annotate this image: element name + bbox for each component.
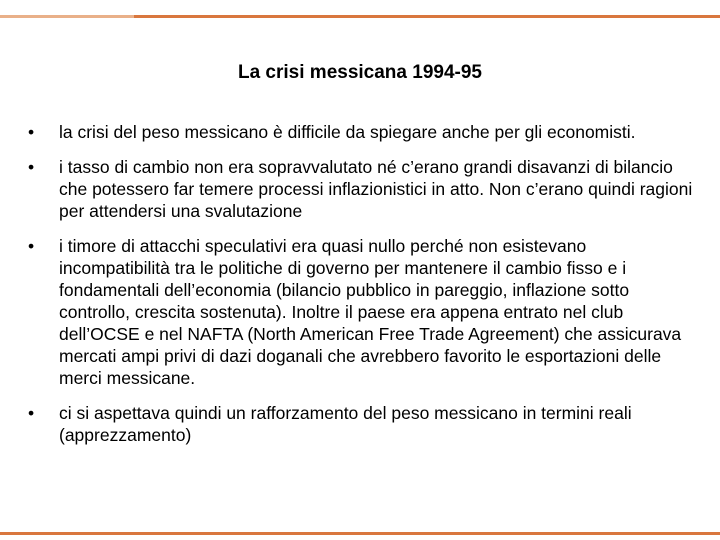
- bullet-text: la crisi del peso messicano è difficile da spiegare anche per gli economisti.: [59, 122, 636, 142]
- slide-title: La crisi messicana 1994-95: [237, 62, 482, 83]
- bullet-item: [28, 402, 698, 446]
- bottom-rule: [0, 532, 720, 535]
- bullet-item: [28, 235, 698, 389]
- bullet-list: [28, 121, 698, 459]
- bullet-text: ci si aspettava quindi un rafforzamento del peso messicano in termini reali (apprezzamento): [59, 403, 632, 445]
- bullet-text: i timore di attacchi speculativi era quasi nullo perché non esistevano incompatibilità tra le politiche di governo per mantenere il cambio fisso e i fondamentali dell’economia (bilancio pubblico in pareggio, inflazione sotto controllo, crescita sostenuta). Inoltre il paese era appena entrato nel club dell’OCSE e nel NAFTA (North American Free Trade Agreement) che assicurava mercati ampi privi di dazi doganali che avrebbero favorito le esportazioni delle merci messicane.: [59, 236, 682, 388]
- top-rule-right: [134, 15, 720, 18]
- bullet-dot-icon: •: [28, 403, 35, 423]
- bullet-text: i tasso di cambio non era sopravvalutato né c’erano grandi disavanzi di bilancio che potessero far temere processi inflazionistici in atto. Non c’erano quindi ragioni per attendersi una svalutazione: [59, 157, 693, 221]
- bullet-dot-icon: •: [28, 157, 35, 177]
- bullet-item: [28, 156, 698, 222]
- bullet-item: [28, 121, 698, 143]
- bullet-dot-icon: •: [28, 122, 35, 142]
- top-rule-left: [0, 15, 134, 18]
- bullet-dot-icon: •: [28, 236, 35, 256]
